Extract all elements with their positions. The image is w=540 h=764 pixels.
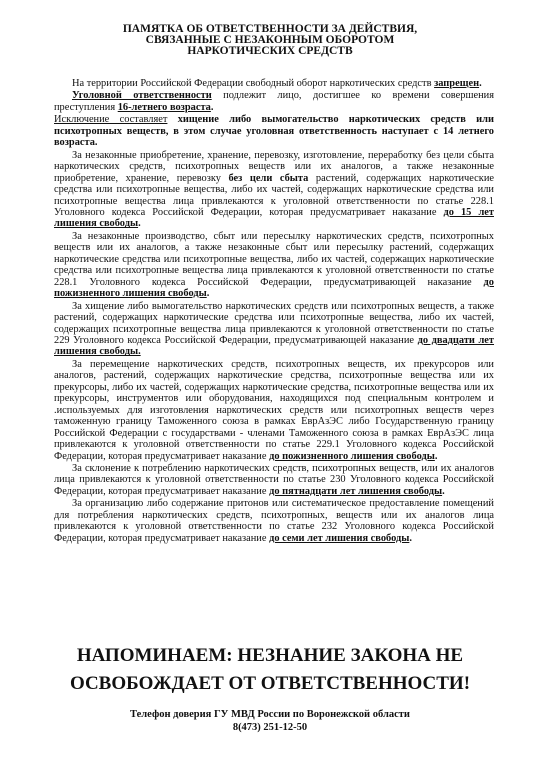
article-2291-text: За перемещение наркотических средств, психотропных веществ, их прекурсоров или аналогов, растений, содержащих наркотические средства, психотропные вещества или их прекурсоры, либо их частей, содержащих наркотические средства, психотропные вещества или их прекурсоры, инструментов или оборудования, находящихся под специальным контролем и .используемых для изготовления наркотических средств или психотропных веществ через таможенную границу Таможенного союза в рамках ЕврАзЭС либо Государственную границу Российской Федерации с государствами - членами Таможенного союза в рамках ЕврАзЭС лица привлекаются к уголовной ответственности по статье 229.1 Уголовного кодекса Российской Федерации, которая предусматривает наказание <box>54 358 494 462</box>
warning-line-2: ОСВОБОЖДАЕТ ОТ ОТВЕТСТВЕННОСТИ! <box>69 673 471 694</box>
article-2281-paragraph <box>54 231 494 300</box>
article-2281-end: . <box>206 288 210 300</box>
article-2291-penalty: до пожизненного лишения свободы <box>269 450 435 462</box>
intro-emphasis: запрещен <box>434 78 480 89</box>
exception-paragraph <box>54 114 494 148</box>
article-228-no-sale: без цели сбыта <box>228 172 309 184</box>
age-value: 16-летнего возраста <box>117 101 211 113</box>
hotline-phone: 8(473) 251-12-50 <box>232 722 308 733</box>
article-2291-paragraph <box>54 359 494 462</box>
intro-text: На территории Российской Федерации свободный оборот наркотических средств <box>72 78 435 89</box>
article-2281-text: За незаконные производство, сбыт или пересылку наркотических средств, психотропных веществ или их аналогов, а также незаконные сбыт или пересылку растений, содержащих наркотические средства или психотропные вещества, либо их частей, содержащих наркотические средства или психотропные вещества лица привлекаются к уголовной ответственности по статье 228.1 Уголовного кодекса Российской Федерации, предусматривающей наказание <box>54 230 494 288</box>
article-229-text: За хищение либо вымогательство наркотических средств или психотропных веществ, а также растений, содержащих наркотические средства или психотропные вещества, либо их частей, содержащих психотропные вещества лица привлекаются к уголовной ответственности по статье 229 Уголовного кодекса Российской Федерации, предусматривающей наказание <box>54 300 494 346</box>
article-228-paragraph <box>54 150 494 230</box>
article-230-penalty: до пятнадцати лет лишения свободы <box>269 485 443 497</box>
age-end: . <box>210 101 214 113</box>
article-228-text-2: растений, содержащих наркотические средства или психотропные вещества, либо их частей, содержащих наркотические средства или психотропные вещества лица привлекаются к уголовной ответственности по статье 228.1 Уголовного кодекса Российской Федерации, которая предусматривает наказание <box>54 172 494 218</box>
age-term: Уголовной ответственности <box>72 90 212 102</box>
article-230-text: За склонение к потреблению наркотических средств, психотропных веществ, или их аналогов лица привлекаются к уголовной ответственности по статье 230 Уголовного кодекса Российской Федерации, которая предусматривает наказание <box>54 462 494 497</box>
article-232-text: За организацию либо содержание притонов или систематическое предоставление помещений для потребления наркотических средств, психотропных, веществ или их аналогов лица привлекаются к уголовной ответственности по статье 232 Уголовного кодекса Российской Федерации, которая предусматривает наказание <box>54 498 494 544</box>
title-line-1: ПАМЯТКА ОБ ОТВЕТСТВЕННОСТИ ЗА ДЕЙСТВИЯ, <box>122 23 418 35</box>
warning-banner <box>44 642 496 698</box>
title-line-2: СВЯЗАННЫЕ С НЕЗАКОННЫМ ОБОРОТОМ <box>145 34 395 46</box>
article-2281-penalty: до пожизненного лишения свободы <box>54 276 494 300</box>
article-232-penalty: до семи лет лишения свободы <box>269 532 410 544</box>
intro-end: . <box>479 78 482 89</box>
article-232-end: . <box>409 532 412 544</box>
age-paragraph <box>54 90 494 113</box>
exception-lead: Исключение составляет <box>54 114 168 126</box>
article-228-text-1: За незаконные приобретение, хранение, перевозку, изготовление, переработку без цели сбыта наркотических средств, психотропных веществ или их аналогов, а также незаконные приобретение, хранение, перевозку <box>54 149 494 184</box>
memo-title <box>60 24 480 57</box>
warning-line-1: НАПОМИНАЕМ: НЕЗНАНИЕ ЗАКОНА НЕ <box>76 645 464 666</box>
title-line-3: НАРКОТИЧЕСКИХ СРЕДСТВ <box>187 45 353 57</box>
exception-text: хищение либо вымогательство наркотических средств или психотропных веществ, в этом случае уголовная ответственность наступает с 14 летнего возраста. <box>54 114 494 149</box>
article-229-paragraph <box>54 301 494 358</box>
intro-paragraph <box>54 78 494 89</box>
age-text: подлежит лицо, достигшее ко времени совершения преступления <box>54 90 494 113</box>
hotline-block <box>80 708 460 734</box>
article-232-paragraph <box>54 498 494 544</box>
article-2291-end: . <box>434 450 438 462</box>
article-228-penalty: до 15 лет лишения свободы <box>54 206 494 230</box>
article-229-penalty: до двадцати лет лишения свободы. <box>54 334 495 358</box>
article-230-end: . <box>442 485 445 497</box>
article-228-end: . <box>138 218 141 230</box>
article-230-paragraph <box>54 463 494 497</box>
hotline-label: Телефон доверия ГУ МВД России по Воронежской области <box>130 709 410 720</box>
memo-body <box>54 78 494 545</box>
